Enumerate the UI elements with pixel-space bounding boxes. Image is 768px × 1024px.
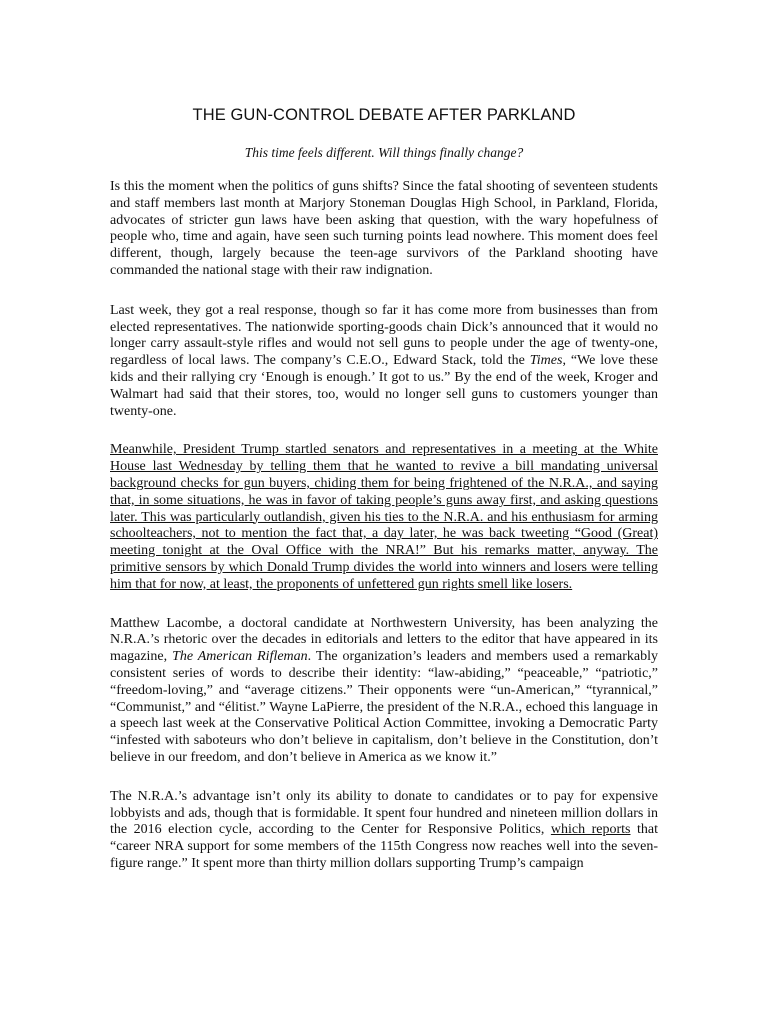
times-publication-name: Times — [529, 353, 563, 369]
paragraph-4-text-b: . The organization’s leaders and members used a remarkably consistent series of words to describe their identity: “law-abiding,” “peaceable,” “patriotic,” “freedom-loving,” and “average citizens.” Their opponents were “un-American,” “tyrannical,” “Communist,” and “élitist.” Wayne LaPierre, the president of the N.R.A., echoed this language in a speech last week at the Conservative Political Action Committee, invoking a Democratic Party “infested with saboteurs who don’t believe in capitalism, don’t believe in the Constitution, don’t believe in our freedom, and don’t believe in America as we know it.” — [110, 649, 658, 765]
paragraph-4-text-a: Matthew Lacombe, a doctoral candidate at Northwestern University, has been analyzing the N.R.A.’s rhetoric over the decades in editorials and letters to the editor that have appeared in its magazine, — [110, 615, 658, 665]
paragraph-5-text-a: The N.R.A.’s advantage isn’t only its ability to donate to candidates or to pay for expensive lobbyists and ads, though that is formidable. It spent four hundred and nineteen million dollars in the 2016 election cycle, according to the Center for Responsive Politics, — [110, 788, 658, 838]
paragraph-2 — [110, 303, 658, 421]
paragraph-1: Is this the moment when the politics of guns shifts? Since the fatal shooting of seventeen students and staff members last month at Marjory Stoneman Douglas High School, in Parkland, Florida, advocates of stricter gun laws have been asking that question, with the wary hopefulness of people who, time and again, have seen such turning points lead nowhere. This moment does feel different, though, largely because the teen-age survivors of the Parkland shooting have commanded the national stage with their raw indignation. — [110, 179, 658, 278]
which-reports-link[interactable]: which reports — [550, 822, 631, 838]
paragraph-5 — [110, 789, 658, 873]
document-page — [110, 0, 658, 873]
paragraph-5-text-b: that “career NRA support for some members of the 115th Congress now reaches well into the seven-figure range.” It spent more than thirty million dollars supporting Trump’s campaign — [110, 822, 658, 871]
paragraph-4 — [110, 616, 658, 767]
paragraph-3-underlined: Meanwhile, President Trump startled senators and representatives in a meeting at the White House last Wednesday by telling them that he wanted to revive a bill mandating universal background checks for gun buyers, chiding them for being frightened of the N.R.A., and saying that, in some situations, he was in favor of taking people’s guns away first, and asking questions later. This was particularly outlandish, given his ties to the N.R.A. and his enthusiasm for arming schoolteachers, not to mention the fact that, a day later, he was back tweeting “Good (Great) meeting tonight at the Oval Office with the NRA!” But his remarks matter, anyway. The primitive sensors by which Donald Trump divides the world into winners and losers were telling him that for now, at least, the proponents of unfettered gun rights smell like losers. — [110, 442, 658, 592]
article-subtitle: This time feels different. Will things finally change? — [244, 145, 524, 160]
article-title: THE GUN-CONTROL DEBATE AFTER PARKLAND — [192, 106, 576, 124]
magazine-name: The American Rifleman — [172, 649, 308, 665]
paragraph-2-text-a: Last week, they got a real response, though so far it has come more from businesses than from elected representatives. The nationwide sporting-goods chain Dick’s announced that it would no longer carry assault-style rifles and would not sell guns to people under the age of twenty-one, regardless of local laws. The company’s C.E.O., Edward Stack, told the — [110, 302, 658, 369]
paragraph-2-text-b: , “We love these kids and their rallying cry ‘Enough is enough.’ It got to us.” By the end of the week, Kroger and Walmart had said that their stores, too, would no longer sell guns to customers younger than twenty-one. — [110, 353, 658, 419]
